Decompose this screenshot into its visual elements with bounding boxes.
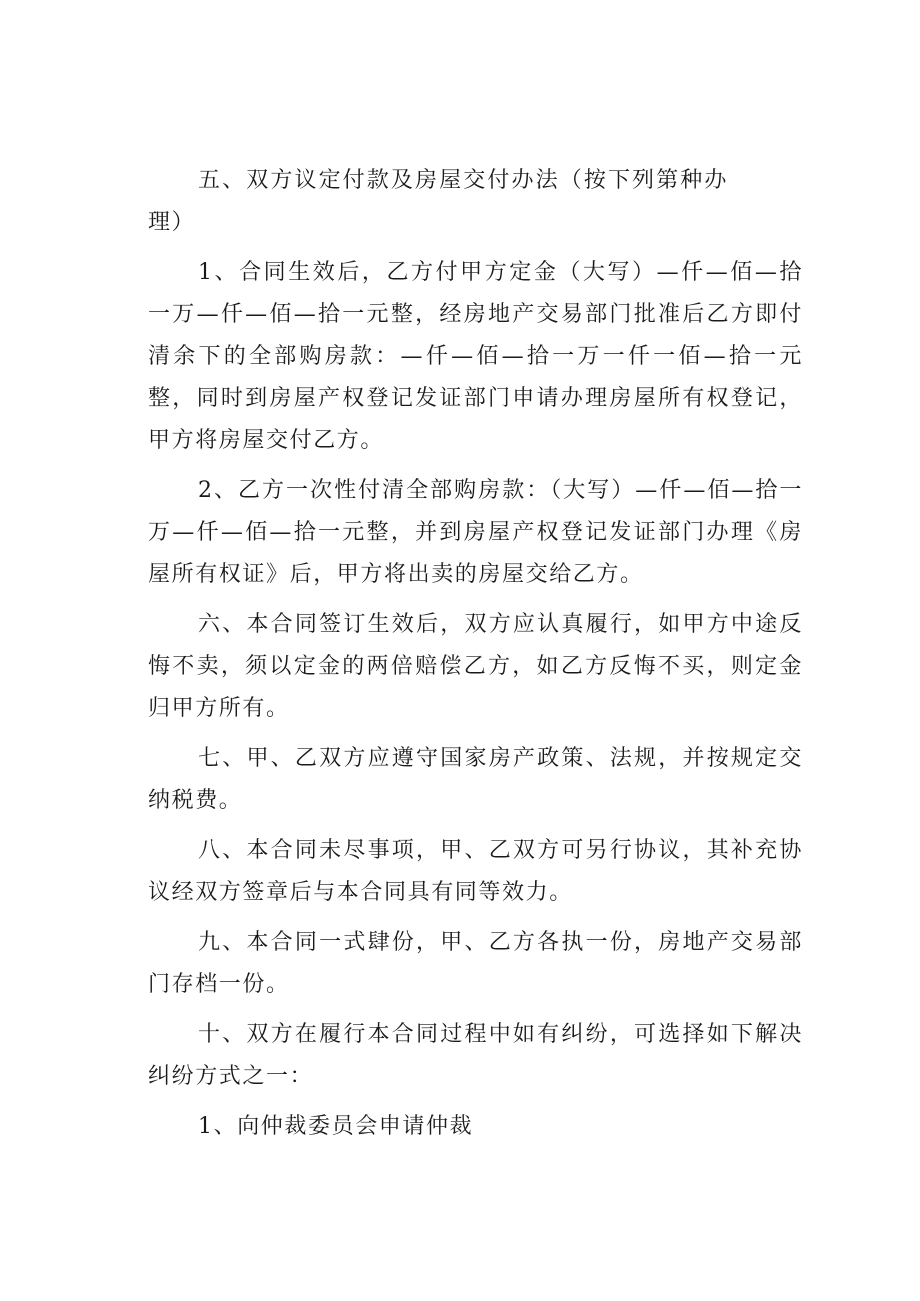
clause-5-option-2: 2、乙方一次性付清全部购房款：（大写）—仟—佰—拾一万—仟—佰—拾一元整，并到房屋产权登记发证部门办理《房屋所有权证》后，甲方将出卖的房屋交给乙方。 xyxy=(148,478,803,587)
clause-8-supplementary: 八、本合同未尽事项，甲、乙双方可另行协议，其补充协议经双方签章后与本合同具有同等效力。 xyxy=(148,838,803,905)
clause-7-taxes: 七、甲、乙双方应遵守国家房产政策、法规，并按规定交纳税费。 xyxy=(148,746,803,813)
clause-10-disputes: 十、双方在履行本合同过程中如有纠纷，可选择如下解决纠纷方式之一： xyxy=(148,1022,803,1089)
clause-5-payment-method: 五、双方议定付款及房屋交付办法（按下列第种办理） xyxy=(148,168,728,235)
clause-10-option-1: 1、向仲裁委员会申请仲裁 xyxy=(198,1114,474,1139)
document-page xyxy=(148,160,803,1156)
clause-9-copies: 九、本合同一式肆份，甲、乙方各执一份，房地产交易部门存档一份。 xyxy=(148,930,803,997)
clause-5-option-1: 1、合同生效后，乙方付甲方定金（大写）—仟—佰—拾一万—仟—佰—拾一元整，经房地产交易部门批准后乙方即付清余下的全部购房款：—仟—佰—拾一万一仟一佰—拾一元整，同时到房屋产权登记发证部门申请办理房屋所有权登记，甲方将房屋交付乙方。 xyxy=(148,260,803,453)
clause-6-breach: 六、本合同签订生效后，双方应认真履行，如甲方中途反悔不卖，须以定金的两倍赔偿乙方，如乙方反悔不买，则定金归甲方所有。 xyxy=(148,612,803,721)
